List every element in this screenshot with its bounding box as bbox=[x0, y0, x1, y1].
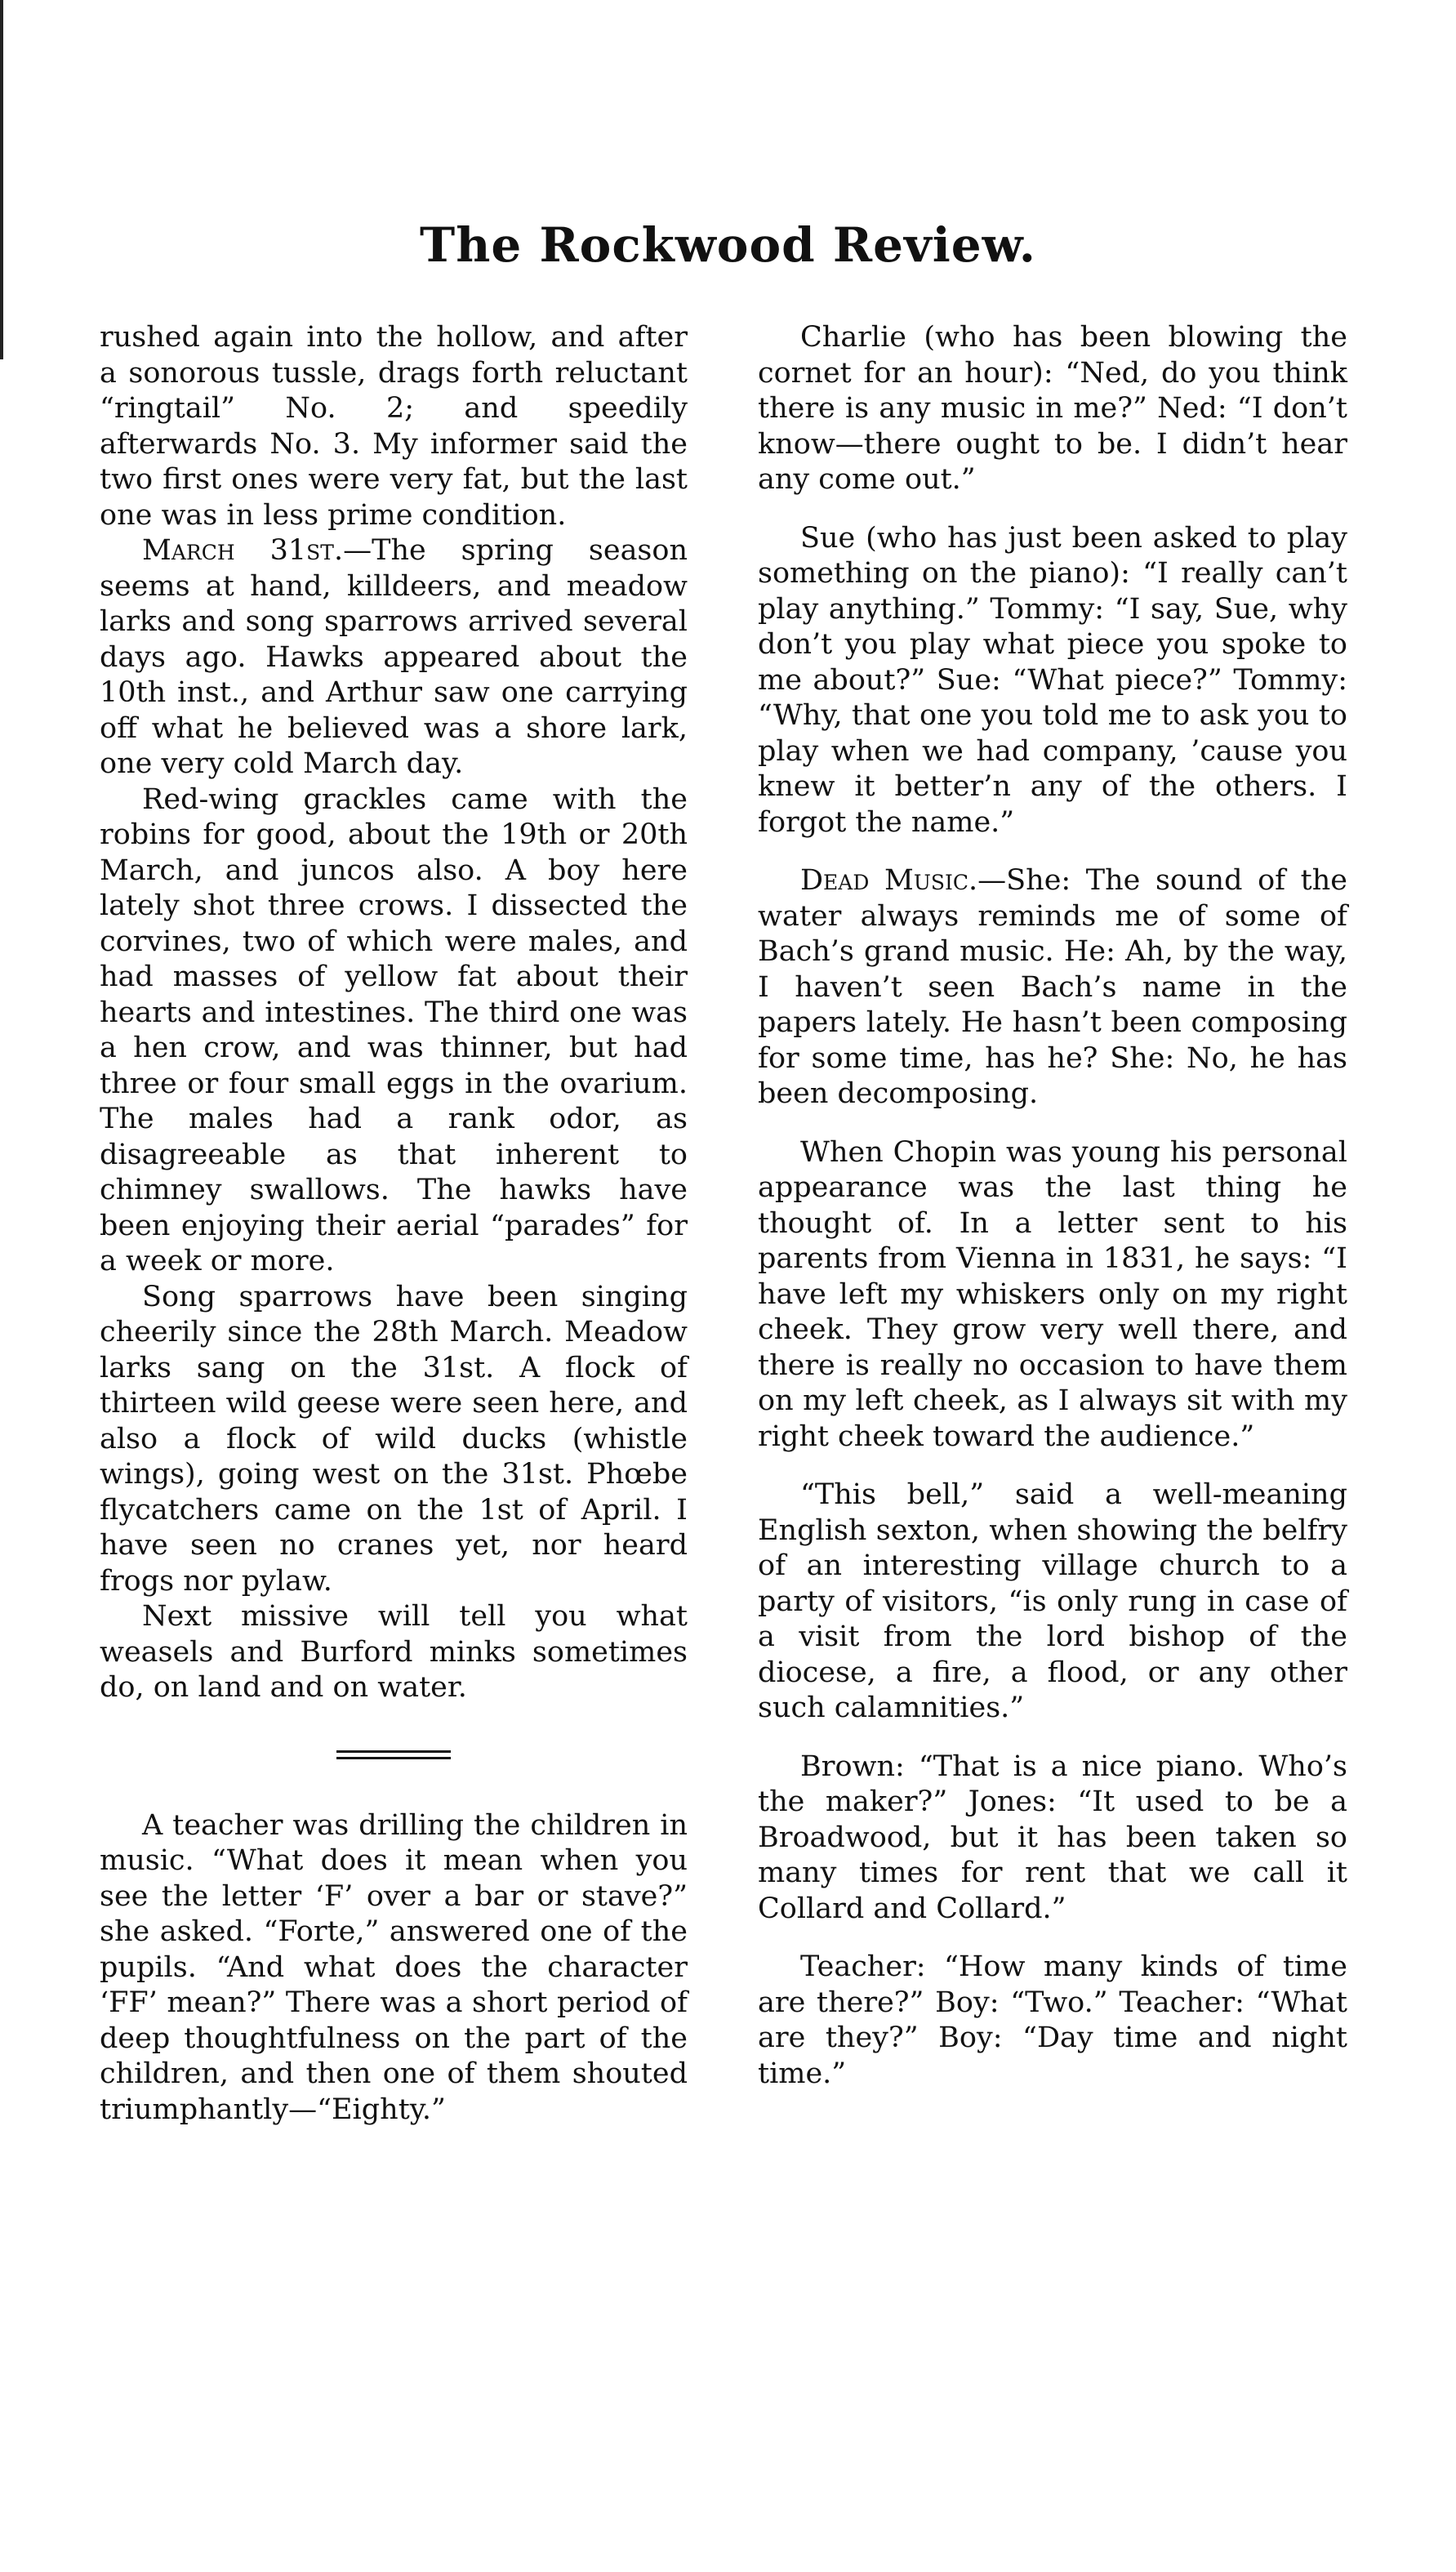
section-divider bbox=[336, 1750, 451, 1759]
right-column bbox=[758, 320, 1347, 2115]
paragraph: Charlie (who has been blowing the cornet for an hour): “Ned, do you think there is any music in me?” Ned: “I don’t know—there ought to be. I didn’t hear any come out.” bbox=[758, 321, 1347, 496]
paragraph: rushed again into the hollow, and after a sonorous tussle, drags forth reluctant “ringtail” No. 2; and speedily afterwards No. 3. My informer said the two first ones were very fat, but the last one was in less prime condition. bbox=[100, 321, 688, 532]
paragraph: Red-wing grackles came with the robins for good, about the 19th or 20th March, and juncos also. A boy here lately shot three crows. I dissected the corvines, two of which were males, and had masses of yellow fat about their hearts and intestines. The third one was a hen crow, and was thinner, but had three or four small eggs in the ovarium. The males had a rank odor, as disagreeable as that inherent to chimney swallows. The hawks have been enjoying their aerial “parades” for a week or more. bbox=[100, 782, 688, 1277]
section-heading: Dead Music. bbox=[800, 864, 978, 897]
paragraph bbox=[100, 533, 688, 782]
paragraph: Brown: “That is a nice piano. Who’s the maker?” Jones: “It used to be a Broadwood, but it has been taken so many times for rent that we call it Collard and Collard.” bbox=[758, 1750, 1347, 1925]
paragraph: A teacher was drilling the children in music. “What does it mean when you see the letter ‘F’ over a bar or stave?” she asked. “Forte,” answered one of the pupils. “And what does the character ‘FF’ mean?” There was a short period of deep thoughtfulness on the part of the children, and then one of them shouted triumphantly—“Eighty.” bbox=[100, 1808, 688, 2126]
paragraph bbox=[758, 863, 1347, 1112]
scan-edge-mark bbox=[0, 0, 3, 359]
paragraph: When Chopin was young his personal appearance was the last thing he thought of. In a letter sent to his parents from Vienna in 1831, he says: “I have left my whiskers only on my right cheek. They grow very well there, and there is really no occasion to have them on my left cheek, as I always sit with my right cheek toward the audience.” bbox=[758, 1135, 1347, 1453]
paragraph-body: —She: The sound of the water always reminds me of some of Bach’s grand music. He: Ah, by the way, I haven’t seen Bach’s name in the papers lately. He hasn’t been composing for some time, has he? She: No, he has been decomposing. bbox=[758, 864, 1348, 1110]
paragraph: Song sparrows have been singing cheerily since the 28th March. Meadow larks sang on the 31st. A flock of thirteen wild geese were seen here, and also a flock of wild ducks (whistle wings), going west on the 31st. Phœbe flycatchers came on the 1st of April. I have seen no cranes yet, nor heard frogs nor pylaw. bbox=[100, 1280, 688, 1598]
paragraph: Sue (who has just been asked to play something on the piano): “I really can’t play anything.” Tommy: “I say, Sue, why don’t you play what piece you spoke to me about?” Sue: “What piece?” Tommy: “Why, that one you told me to ask you to play when we had company, ’cause you knew it better’n any of the others. I forgot the name.” bbox=[758, 521, 1347, 839]
dateline: March 31st. bbox=[142, 534, 344, 567]
paragraph-body: —The spring season seems at hand, killdeers, and meadow larks and song sparrows arrived several days ago. Hawks appeared about the 10th inst., and Arthur saw one carrying off what he believed was a shore lark, one very cold March day. bbox=[100, 534, 688, 780]
paragraph: “This bell,” said a well-meaning English sexton, when showing the belfry of an interesting village church to a party of visitors, “is only rung in case of a visit from the lord bishop of the diocese, a fire, a flood, or any other such calamnities.” bbox=[758, 1478, 1347, 1724]
paragraph: Next missive will tell you what weasels and Burford minks sometimes do, on land and on water. bbox=[100, 1600, 688, 1704]
masthead-title: The Rockwood Review. bbox=[420, 217, 1036, 273]
paragraph: Teacher: “How many kinds of time are there?” Boy: “Two.” Teacher: “What are they?” Boy: “Day time and night time.” bbox=[758, 1950, 1347, 2090]
left-column bbox=[100, 320, 688, 2151]
